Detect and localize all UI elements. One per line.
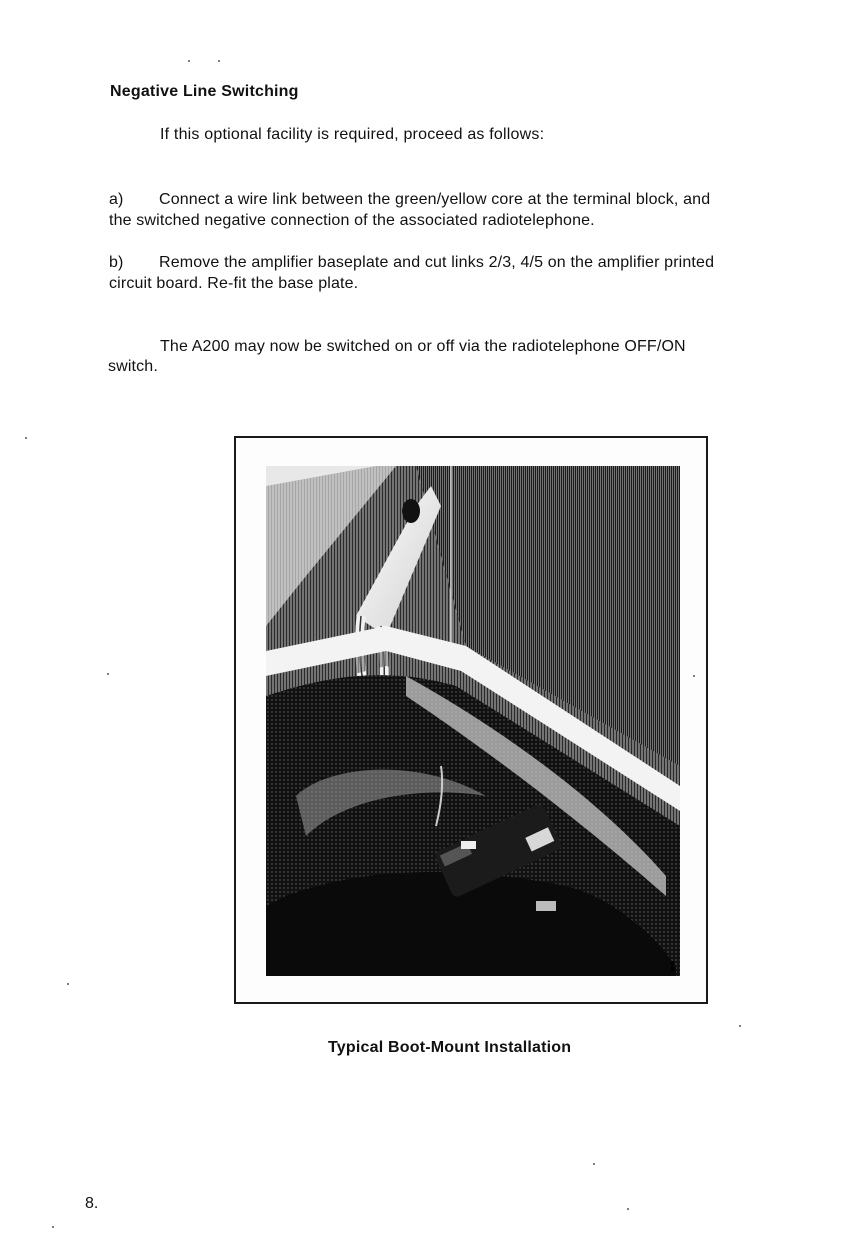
note-line-2: switch.	[108, 358, 158, 375]
step-a-line-1: Connect a wire link between the green/yellow core at the terminal block, and	[159, 191, 711, 208]
scan-speck	[107, 673, 109, 675]
note-paragraph	[108, 337, 828, 377]
scan-speck	[52, 1226, 54, 1228]
step-b-marker: b)	[109, 254, 124, 271]
scan-speck	[25, 437, 27, 439]
step-a-line-2: the switched negative connection of the associated radiotelephone.	[109, 212, 595, 229]
boot-mount-photo	[266, 466, 680, 976]
scan-speck	[739, 1025, 741, 1027]
scan-speck	[593, 1163, 595, 1165]
section-heading: Negative Line Switching	[110, 83, 299, 100]
scan-speck	[188, 60, 190, 62]
figure-caption: Typical Boot-Mount Installation	[328, 1039, 572, 1056]
step-a-marker: a)	[109, 191, 124, 208]
scan-speck	[67, 983, 69, 985]
note-line-1: The A200 may now be switched on or off via the radiotelephone OFF/ON	[160, 338, 686, 355]
photo-frame	[234, 436, 708, 1004]
intro-paragraph: If this optional facility is required, proceed as follows:	[160, 126, 545, 143]
step-a	[109, 189, 829, 231]
page-number: 8.	[85, 1195, 99, 1212]
step-b-line-1: Remove the amplifier baseplate and cut links 2/3, 4/5 on the amplifier printed	[159, 254, 715, 271]
step-b-line-2: circuit board. Re-fit the base plate.	[109, 275, 359, 292]
scan-speck	[693, 675, 695, 677]
step-b	[109, 252, 829, 294]
scan-speck	[627, 1208, 629, 1210]
scan-speck	[218, 60, 220, 62]
